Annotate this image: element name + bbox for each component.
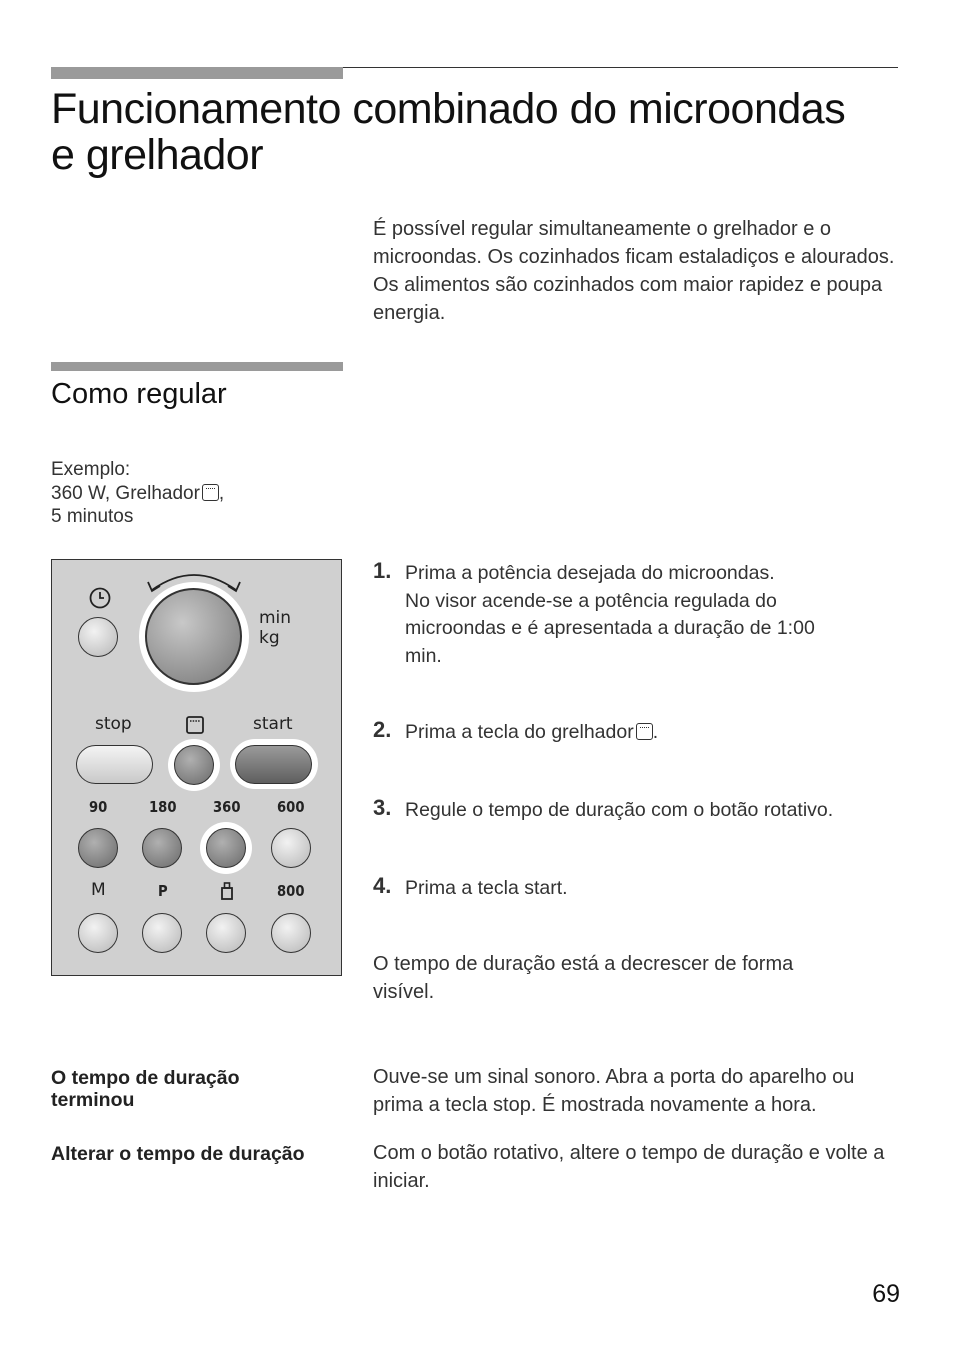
step-text-line: Prima a potência desejada do microondas. [405, 562, 775, 584]
weight-icon [220, 881, 234, 901]
knob-label-kg: kg [259, 628, 280, 648]
step-3 [373, 797, 898, 827]
program-label: P [158, 882, 168, 900]
step-4 [373, 875, 898, 905]
grill-button[interactable] [174, 745, 214, 785]
step-number: 4. [373, 873, 392, 898]
memory-button[interactable] [78, 913, 118, 953]
power-600-button[interactable] [271, 828, 311, 868]
example-settings [51, 482, 341, 506]
control-panel [51, 559, 342, 976]
power-label-360: 360 [213, 798, 241, 816]
stop-button[interactable] [76, 745, 153, 784]
step-number: 2. [373, 717, 392, 742]
start-label: start [253, 714, 293, 734]
example-settings-text: 360 W, Grelhador [51, 482, 200, 504]
power-90-button[interactable] [78, 828, 118, 868]
memory-label: M [91, 880, 106, 900]
rotary-knob[interactable] [145, 588, 242, 685]
section-heading: Como regular [51, 378, 227, 410]
step-number: 3. [373, 795, 392, 820]
step-text: Prima a tecla start. [405, 877, 568, 899]
example-settings-comma: , [218, 482, 225, 504]
power-label-600: 600 [277, 798, 305, 816]
power-360-button[interactable] [206, 828, 246, 868]
power-label-800: 800 [277, 882, 305, 900]
step-2 [373, 719, 898, 749]
grill-icon [186, 716, 204, 734]
note-label-finished: O tempo de duração terminou [51, 1067, 240, 1111]
power-label-90: 90 [89, 798, 108, 816]
step-text: Regule o tempo de duração com o botão rotativo. [405, 799, 834, 821]
power-800-button[interactable] [271, 913, 311, 953]
page-title: Funcionamento combinado do microondas e grelhador [51, 85, 846, 179]
page-number: 69 [872, 1280, 900, 1308]
step-number: 1. [373, 558, 392, 583]
start-button[interactable] [235, 745, 312, 784]
step-text [405, 560, 900, 670]
step-text-suffix: . [652, 721, 659, 743]
note-text-change: Com o botão rotativo, altere o tempo de duração e volte a iniciar. [373, 1142, 885, 1192]
intro-paragraph: É possível regular simultaneamente o grelhador e o microondas. Os cozinhados ficam estaladiços e alourados. Os alimentos são cozinhados com maior rapidez e poupa energia. [373, 218, 895, 324]
top-rule-accent [51, 67, 343, 79]
power-180-button[interactable] [142, 828, 182, 868]
step-1 [373, 560, 898, 672]
note-label-change: Alterar o tempo de duração [51, 1143, 305, 1165]
program-button[interactable] [142, 913, 182, 953]
section-rule [51, 362, 343, 371]
example-label: Exemplo: [51, 459, 131, 480]
countdown-note: O tempo de duração está a decrescer de forma visível. [373, 953, 794, 1003]
step-text-line: Prima a tecla do grelhador [405, 721, 634, 743]
note-text-finished: Ouve-se um sinal sonoro. Abra a porta do aparelho ou prima a tecla stop. É mostrada novamente a hora. [373, 1066, 855, 1116]
clock-icon [88, 586, 112, 610]
clock-button[interactable] [78, 617, 118, 657]
example-block [51, 458, 341, 529]
knob-label-min: min [259, 608, 292, 628]
example-duration: 5 minutos [51, 506, 134, 527]
stop-label: stop [95, 714, 132, 734]
weight-button[interactable] [206, 913, 246, 953]
step-text [405, 719, 900, 747]
step-text-detail: No visor acende-se a potência regulada do microondas e é apresentada a duração de 1:00 min. [405, 589, 815, 667]
grill-icon [202, 484, 219, 501]
power-label-180: 180 [149, 798, 177, 816]
grill-icon [636, 723, 653, 740]
